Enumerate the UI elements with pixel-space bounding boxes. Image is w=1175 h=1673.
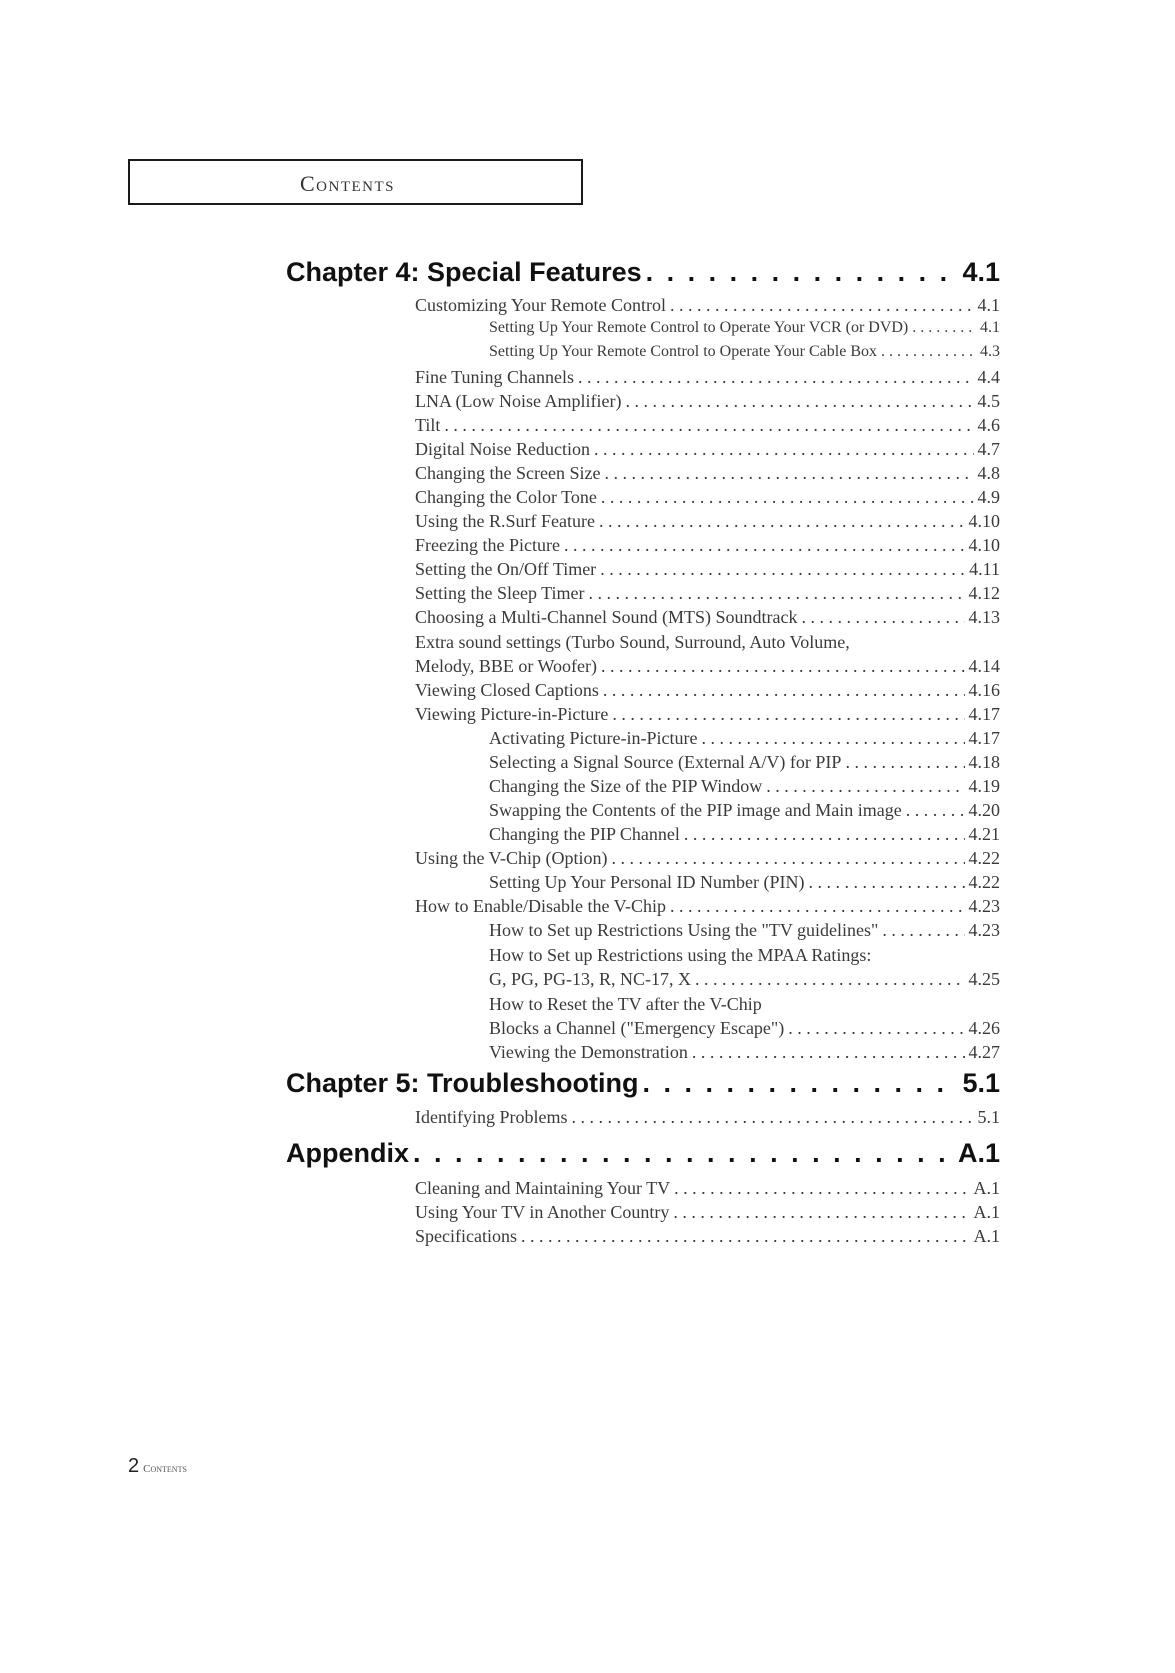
toc-entry-label: Changing the Screen Size — [415, 463, 601, 483]
toc-entry-page: 4.22 — [968, 848, 1000, 868]
toc-entry-page: 4.25 — [968, 969, 1000, 989]
toc-leader — [571, 1107, 973, 1128]
contents-header-title: Contents — [300, 171, 396, 196]
toc-leader — [881, 343, 976, 361]
toc-chapter-page: A.1 — [957, 1138, 1000, 1168]
toc-subentry[interactable] — [489, 920, 1000, 944]
toc-entry-label: Customizing Your Remote Control — [415, 295, 667, 315]
toc-entry-page: 4.17 — [968, 704, 1000, 724]
toc-entry-page: A.1 — [973, 1178, 1000, 1198]
toc-leader — [906, 800, 965, 821]
toc-entry-page: 4.21 — [968, 824, 1000, 844]
toc-entry-label: Identifying Problems — [415, 1107, 568, 1127]
toc-entry-page: 4.14 — [968, 656, 1000, 676]
toc-chapter-page: 4.1 — [962, 257, 1000, 287]
toc-entry-page: 4.1 — [977, 295, 1000, 315]
toc-entry[interactable] — [415, 1202, 1000, 1226]
toc-entry-page: 4.17 — [968, 728, 1000, 748]
toc-entry-label: Specifications — [415, 1226, 517, 1246]
toc-entry[interactable] — [415, 295, 1000, 319]
toc-entry-page: 4.5 — [977, 391, 1000, 411]
toc-leader — [564, 535, 965, 556]
toc-entry-page: 4.13 — [968, 607, 1000, 627]
toc-subentry[interactable] — [489, 800, 1000, 824]
toc-entry-page: 4.4 — [977, 367, 1000, 387]
toc-leader — [670, 896, 965, 917]
toc-entry-label: Setting Up Your Remote Control to Operate Your Cable Box — [489, 343, 877, 360]
toc-entry-page: 4.22 — [968, 872, 1000, 892]
toc-leader — [599, 511, 965, 532]
toc-leader — [612, 704, 964, 725]
toc-entry-page: 4.26 — [968, 1018, 1000, 1038]
toc-entry-page: 4.27 — [968, 1042, 1000, 1062]
toc-subentry[interactable] — [489, 1042, 1000, 1066]
toc-entry-page: 4.11 — [969, 559, 1000, 579]
toc-entry-label: Setting Up Your Personal ID Number (PIN) — [489, 872, 805, 892]
toc-entry[interactable] — [415, 680, 1000, 704]
toc-leader — [589, 583, 965, 604]
toc-entry-label: Changing the Color Tone — [415, 487, 597, 507]
toc-subentry[interactable] — [489, 824, 1000, 848]
toc-leader — [808, 872, 964, 893]
toc-entry-page: 4.18 — [968, 752, 1000, 772]
toc-entry-label: How to Set up Restrictions Using the "TV guidelines" — [489, 920, 879, 940]
toc-leader — [604, 463, 973, 484]
toc-subentry-continued: How to Reset the TV after the V-Chip — [489, 994, 762, 1014]
toc-entry[interactable] — [415, 511, 1000, 535]
toc-leader — [603, 680, 965, 701]
toc-chapter-page: 5.1 — [962, 1068, 1000, 1098]
toc-entry[interactable] — [415, 535, 1000, 559]
toc-entry-label: Changing the PIP Channel — [489, 824, 680, 844]
toc-entry-page: 4.6 — [977, 415, 1000, 435]
toc-entry-label: Using the R.Surf Feature — [415, 511, 595, 531]
toc-entry-page: A.1 — [973, 1226, 1000, 1246]
toc-entry-label: Selecting a Signal Source (External A/V) for PIP — [489, 752, 842, 772]
toc-entry-label: Freezing the Picture — [415, 535, 560, 555]
toc-entry[interactable] — [415, 583, 1000, 607]
toc-entry-label: LNA (Low Noise Amplifier) — [415, 391, 622, 411]
contents-header-box — [128, 159, 583, 205]
toc-entry[interactable] — [415, 415, 1000, 439]
toc-entry-label: Tilt — [415, 415, 441, 435]
toc-entry[interactable] — [415, 607, 1000, 631]
toc-leader — [788, 1018, 964, 1039]
toc-entry-label: Activating Picture-in-Picture — [489, 728, 698, 748]
toc-subentry[interactable] — [489, 752, 1000, 776]
toc-leader — [695, 969, 964, 990]
toc-subentry[interactable] — [489, 728, 1000, 752]
toc-entry-page: 4.23 — [968, 896, 1000, 916]
toc-entry-label: Viewing Picture-in-Picture — [415, 704, 609, 724]
toc-leader — [673, 1202, 969, 1223]
toc-leader — [801, 607, 964, 628]
toc-entry-page: 4.19 — [968, 776, 1000, 796]
toc-entry[interactable] — [415, 391, 1000, 415]
toc-entry-label: Using Your TV in Another Country — [415, 1202, 670, 1222]
toc-entry[interactable] — [415, 463, 1000, 487]
toc-leader — [670, 295, 973, 316]
toc-leader — [684, 824, 965, 845]
toc-entry[interactable] — [415, 1178, 1000, 1202]
toc-leader — [701, 728, 964, 749]
toc-subentry[interactable] — [489, 969, 1000, 993]
toc-leader — [766, 776, 964, 797]
toc-entry-page: A.1 — [973, 1202, 1000, 1222]
toc-chapter-5[interactable] — [286, 1068, 1000, 1104]
toc-leader — [912, 319, 976, 337]
toc-entry[interactable] — [415, 896, 1000, 920]
toc-entry-page: 4.9 — [977, 487, 1000, 507]
toc-entry-page: 4.20 — [968, 800, 1000, 820]
toc-entry-page: 4.7 — [977, 439, 1000, 459]
toc-chapter-title: Appendix — [286, 1138, 410, 1168]
toc-entry-label: Fine Tuning Channels — [415, 367, 575, 387]
toc-entry-page: 4.3 — [980, 343, 1000, 360]
page-footer — [128, 1455, 187, 1478]
toc-entry-label: How to Enable/Disable the V-Chip — [415, 896, 666, 916]
toc-leader — [444, 415, 973, 436]
toc-leader — [692, 1042, 965, 1063]
toc-leader — [601, 487, 974, 508]
toc-leader — [845, 752, 964, 773]
toc-entry-label: Choosing a Multi-Channel Sound (MTS) Soundtrack — [415, 607, 798, 627]
toc-entry-label: Viewing Closed Captions — [415, 680, 599, 700]
toc-entry-page: 5.1 — [977, 1107, 1000, 1127]
toc-entry-label: Viewing the Demonstration — [489, 1042, 688, 1062]
toc-leader — [646, 257, 959, 288]
toc-leader — [882, 920, 964, 941]
toc-entry-label: Melody, BBE or Woofer) — [415, 656, 598, 676]
toc-entry[interactable] — [415, 487, 1000, 511]
toc-entry-label: Setting the Sleep Timer — [415, 583, 585, 603]
toc-entry[interactable] — [415, 656, 1000, 680]
toc-entry[interactable] — [415, 1226, 1000, 1250]
toc-entry-label: Digital Noise Reduction — [415, 439, 590, 459]
toc-leader — [612, 848, 965, 869]
toc-entry[interactable] — [415, 367, 1000, 391]
toc-leader — [625, 391, 973, 412]
toc-entry-label: Setting the On/Off Timer — [415, 559, 597, 579]
footer-label: Contents — [143, 1463, 187, 1475]
toc-subentry[interactable] — [489, 872, 1000, 896]
toc-leader — [521, 1226, 970, 1247]
toc-entry-label: Blocks a Channel ("Emergency Escape") — [489, 1018, 785, 1038]
toc-entry[interactable] — [415, 559, 1000, 583]
toc-entry-page: 4.8 — [977, 463, 1000, 483]
toc-entry-page: 4.1 — [980, 319, 1000, 336]
toc-leader — [674, 1178, 969, 1199]
toc-subentry[interactable] — [489, 319, 1000, 343]
page-number: 2 — [128, 1455, 140, 1477]
toc-entry-page: 4.10 — [968, 535, 1000, 555]
toc-entry-label: Changing the Size of the PIP Window — [489, 776, 763, 796]
toc-entry-label: Setting Up Your Remote Control to Operate Your VCR (or DVD) — [489, 319, 909, 336]
toc-chapter-title: Chapter 5: Troubleshooting — [286, 1068, 639, 1098]
toc-chapter-4[interactable] — [286, 257, 1000, 293]
toc-entry[interactable] — [415, 439, 1000, 463]
toc-entry-label: G, PG, PG-13, R, NC-17, X — [489, 969, 692, 989]
toc-leader — [413, 1138, 954, 1169]
toc-subentry-continued: How to Set up Restrictions using the MPAA Ratings: — [489, 945, 872, 965]
toc-leader — [643, 1068, 959, 1099]
toc-entry-page: 4.23 — [968, 920, 1000, 940]
toc-entry[interactable] — [415, 848, 1000, 872]
toc-leader — [601, 656, 964, 677]
toc-entry-page: 4.12 — [968, 583, 1000, 603]
toc-subentry[interactable] — [489, 776, 1000, 800]
toc-entry-label: Swapping the Contents of the PIP image and Main image — [489, 800, 902, 820]
toc-entry[interactable] — [415, 1107, 1000, 1131]
toc-appendix[interactable] — [286, 1138, 1000, 1174]
toc-entry-label: Using the V-Chip (Option) — [415, 848, 608, 868]
toc-leader — [600, 559, 965, 580]
toc-leader — [578, 367, 973, 388]
toc-subentry[interactable] — [489, 343, 1000, 367]
toc-entry-page: 4.10 — [968, 511, 1000, 531]
toc-entry-page: 4.16 — [968, 680, 1000, 700]
toc-chapter-title: Chapter 4: Special Features — [286, 257, 642, 287]
toc-subentry[interactable] — [489, 1018, 1000, 1042]
toc-entry-continued: Extra sound settings (Turbo Sound, Surround, Auto Volume, — [415, 632, 850, 652]
toc-leader — [594, 439, 974, 460]
toc-entry[interactable] — [415, 704, 1000, 728]
toc-entry-label: Cleaning and Maintaining Your TV — [415, 1178, 671, 1198]
